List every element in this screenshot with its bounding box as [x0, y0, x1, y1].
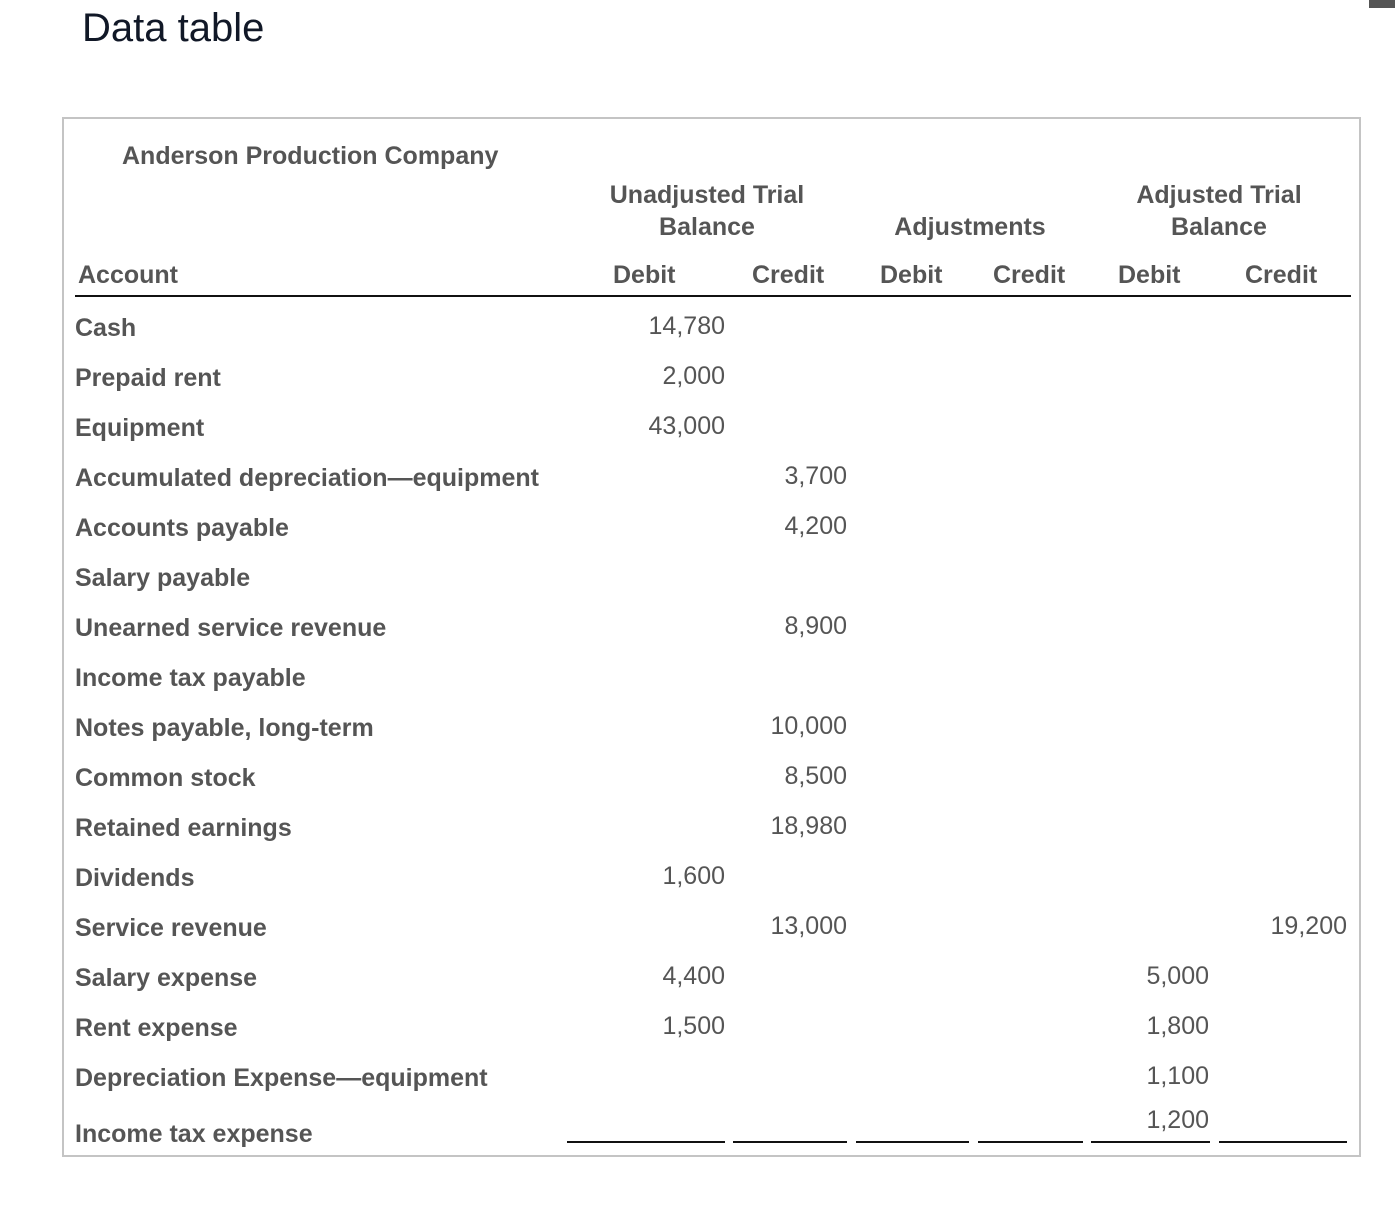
unadj-credit-value: 3,700: [784, 462, 847, 490]
adjusted-credit-total-line: [1219, 1141, 1347, 1143]
unadj-debit-value: 14,780: [648, 312, 725, 340]
adjusted-credit-header: Credit: [1245, 261, 1318, 289]
account-name: Service revenue: [75, 914, 267, 942]
account-name: Depreciation Expense—equipment: [75, 1064, 488, 1092]
account-name: Equipment: [75, 414, 205, 442]
atb-debit-value: 1,800: [1146, 1012, 1209, 1040]
account-name: Income tax expense: [75, 1120, 313, 1148]
unadjusted-debit-total-line: [567, 1141, 725, 1143]
account-name: Notes payable, long-term: [75, 714, 374, 742]
adjustments-debit-header: Debit: [880, 261, 943, 289]
unadj-credit-value: 13,000: [770, 912, 847, 940]
unadj-credit-value: 8,900: [784, 612, 847, 640]
adjusted-debit-header: Debit: [1118, 261, 1181, 289]
account-name: Accumulated depreciation—equipment: [75, 464, 539, 492]
account-name: Cash: [75, 314, 137, 342]
company-name: Anderson Production Company: [122, 142, 499, 170]
account-name: Prepaid rent: [75, 364, 221, 392]
account-name: Salary expense: [75, 964, 258, 992]
unadjusted-credit-header: Credit: [752, 261, 825, 289]
account-column-header: Account: [78, 261, 178, 289]
unadj-debit-value: 4,400: [662, 962, 725, 990]
adjustments-credit-header: Credit: [993, 261, 1066, 289]
unadjusted-trial-balance-header: Unadjusted Trial Balance: [609, 181, 805, 241]
account-name: Accounts payable: [75, 514, 289, 542]
header-rule: [75, 295, 1351, 297]
unadjusted-debit-header: Debit: [613, 261, 676, 289]
unadj-debit-value: 1,600: [662, 862, 725, 890]
unadj-credit-value: 10,000: [770, 712, 847, 740]
window-corner-mark: [1369, 0, 1395, 8]
account-name: Retained earnings: [75, 814, 292, 842]
account-name: Rent expense: [75, 1014, 238, 1042]
account-name: Income tax payable: [75, 664, 306, 692]
atb-debit-value: 5,000: [1146, 962, 1209, 990]
account-name: Unearned service revenue: [75, 614, 387, 642]
unadj-debit-value: 43,000: [648, 412, 725, 440]
adjustments-debit-total-line: [856, 1141, 969, 1143]
unadj-credit-value: 8,500: [784, 762, 847, 790]
account-name: Common stock: [75, 764, 256, 792]
page-title: Data table: [82, 6, 265, 50]
adjustments-credit-total-line: [978, 1141, 1083, 1143]
atb-credit-value: 19,200: [1270, 912, 1347, 940]
atb-debit-value: 1,200: [1146, 1106, 1209, 1134]
unadj-credit-value: 4,200: [784, 512, 847, 540]
unadj-debit-value: 1,500: [662, 1012, 725, 1040]
account-name: Dividends: [75, 864, 195, 892]
account-name: Salary payable: [75, 564, 251, 592]
adjustments-header: Adjustments: [894, 213, 1046, 241]
adjusted-trial-balance-header: Adjusted Trial Balance: [1136, 181, 1302, 241]
unadj-credit-value: 18,980: [770, 812, 847, 840]
unadjusted-credit-total-line: [733, 1141, 847, 1143]
adjusted-debit-total-line: [1091, 1141, 1210, 1143]
atb-debit-value: 1,100: [1146, 1062, 1209, 1090]
unadj-debit-value: 2,000: [662, 362, 725, 390]
